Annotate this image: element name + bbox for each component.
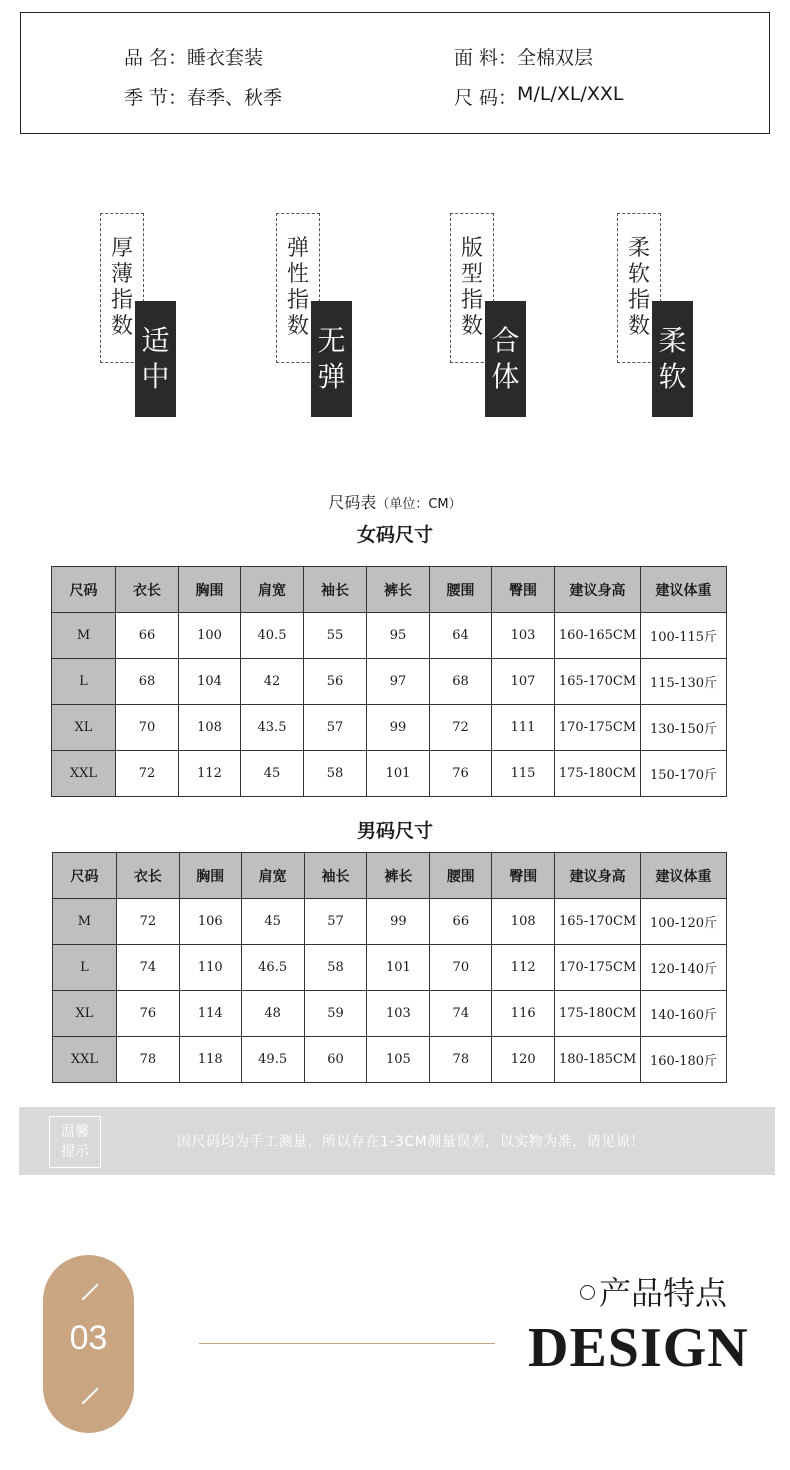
table-cell: 115 [492, 751, 555, 797]
table-cell: 165-170CM [555, 899, 641, 945]
table-cell: 114 [179, 991, 241, 1037]
table-cell: 180-185CM [555, 1037, 641, 1083]
table-cell: 112 [179, 751, 241, 797]
table-cell: 101 [367, 751, 430, 797]
product-info-box [20, 12, 770, 134]
table-header-cell: 尺码 [52, 567, 116, 613]
table-cell: 74 [116, 945, 179, 991]
table-header-cell: 臀围 [492, 567, 555, 613]
index-elasticity [276, 213, 386, 433]
table-cell: 175-180CM [555, 991, 641, 1037]
table-cell: 175-180CM [555, 751, 641, 797]
size-label-cell: XL [53, 991, 117, 1037]
size-label-cell: XXL [52, 751, 116, 797]
table-cell: 101 [367, 945, 430, 991]
tip-badge-line: 温馨 [61, 1124, 89, 1140]
table-cell: 70 [430, 945, 492, 991]
table-cell: 66 [430, 899, 492, 945]
size-chart-unit: （单位：CM） [376, 497, 462, 512]
table-header-cell: 建议身高 [555, 853, 641, 899]
table-cell: 116 [492, 991, 555, 1037]
table-cell: 100-115斤 [641, 613, 727, 659]
table-cell: 120-140斤 [641, 945, 727, 991]
table-cell: 111 [492, 705, 555, 751]
table-cell: 100-120斤 [641, 899, 727, 945]
info-fabric [454, 43, 593, 70]
index-value-char: 合 [491, 324, 520, 357]
info-name-key: 品 名： [124, 47, 188, 69]
table-header-cell: 建议体重 [641, 567, 727, 613]
table-cell: 150-170斤 [641, 751, 727, 797]
index-label-char: 厚 [110, 236, 133, 261]
table-cell: 103 [367, 991, 430, 1037]
table-header-cell: 袖长 [304, 853, 367, 899]
table-cell: 100 [179, 613, 241, 659]
table-cell: 78 [116, 1037, 179, 1083]
table-cell: 45 [241, 751, 304, 797]
table-header-cell: 尺码 [53, 853, 117, 899]
table-header-cell: 胸围 [179, 853, 241, 899]
index-value-char: 软 [658, 360, 687, 393]
tip-badge [49, 1116, 101, 1168]
table-cell: 58 [304, 945, 367, 991]
table-row [53, 1037, 727, 1083]
size-label-cell: XXL [53, 1037, 117, 1083]
index-value-char: 柔 [658, 324, 687, 357]
table-cell: 45 [241, 899, 304, 945]
table-cell: 99 [367, 705, 430, 751]
table-cell: 107 [492, 659, 555, 705]
table-row [53, 991, 727, 1037]
info-size-value: M/L/XL/XXL [517, 83, 624, 105]
index-label-char: 数 [110, 314, 133, 339]
table-row [53, 899, 727, 945]
table-cell: 108 [492, 899, 555, 945]
table-row [52, 705, 727, 751]
divider-line [199, 1343, 495, 1344]
table-cell: 48 [241, 991, 304, 1037]
section-title-cn [580, 1268, 727, 1314]
table-cell: 105 [367, 1037, 430, 1083]
table-cell: 140-160斤 [641, 991, 727, 1037]
table-cell: 58 [304, 751, 367, 797]
table-cell: 95 [367, 613, 430, 659]
table-cell: 120 [492, 1037, 555, 1083]
table-header-cell: 裤长 [367, 567, 430, 613]
index-label-char: 指 [286, 288, 309, 313]
table-cell: 170-175CM [555, 945, 641, 991]
tip-bar [19, 1107, 775, 1175]
index-value-char: 弹 [317, 360, 346, 393]
index-softness [617, 213, 727, 433]
info-season-key: 季 节： [124, 87, 188, 109]
index-label-char: 软 [627, 262, 650, 287]
index-label-char: 指 [460, 288, 483, 313]
table-row [52, 751, 727, 797]
index-label-char: 弹 [286, 236, 309, 261]
table-header-cell: 肩宽 [241, 853, 304, 899]
slash-decoration [82, 1283, 99, 1300]
table-cell: 56 [304, 659, 367, 705]
table-cell: 103 [492, 613, 555, 659]
size-label-cell: L [53, 945, 117, 991]
size-chart-title [0, 490, 790, 513]
table-cell: 112 [492, 945, 555, 991]
index-label-char: 数 [286, 314, 309, 339]
table-cell: 76 [430, 751, 492, 797]
info-size-key: 尺 码： [454, 87, 518, 109]
table-cell: 66 [116, 613, 179, 659]
section-title-en: DESIGN [528, 1317, 749, 1379]
info-season [124, 83, 282, 110]
index-label-char: 数 [460, 314, 483, 339]
table-cell: 118 [179, 1037, 241, 1083]
table-header-row [53, 853, 727, 899]
size-label-cell: XL [52, 705, 116, 751]
index-label-char: 性 [286, 262, 309, 287]
circle-icon [580, 1285, 595, 1300]
table-cell: 43.5 [241, 705, 304, 751]
table-cell: 170-175CM [555, 705, 641, 751]
tip-text: 因尺码均为手工测量，所以存在1-3CM测量误差，以实物为准，请见谅！ [177, 1134, 645, 1150]
index-value-char: 无 [317, 324, 346, 357]
info-name-value: 睡衣套装 [187, 47, 264, 69]
index-value [652, 301, 693, 417]
index-value [135, 301, 176, 417]
men-size-table [52, 852, 727, 1083]
table-header-cell: 裤长 [367, 853, 430, 899]
table-header-cell: 腰围 [430, 853, 492, 899]
section-number: 03 [69, 1319, 108, 1357]
table-header-cell: 胸围 [179, 567, 241, 613]
table-header-cell: 臀围 [492, 853, 555, 899]
women-size-title: 女码尺寸 [356, 524, 433, 546]
size-label-cell: M [53, 899, 117, 945]
tip-badge-line: 提示 [61, 1144, 89, 1160]
size-label-cell: L [52, 659, 116, 705]
table-row [53, 945, 727, 991]
index-value-char: 体 [491, 360, 520, 393]
table-header-cell: 衣长 [116, 853, 179, 899]
index-thickness [100, 213, 210, 433]
info-season-value: 春季、秋季 [187, 87, 283, 109]
table-cell: 70 [116, 705, 179, 751]
table-cell: 55 [304, 613, 367, 659]
table-header-cell: 建议身高 [555, 567, 641, 613]
table-cell: 42 [241, 659, 304, 705]
index-label-char: 型 [460, 262, 483, 287]
index-label-char: 版 [460, 236, 483, 261]
table-row [52, 659, 727, 705]
index-value [485, 301, 526, 417]
index-label-char: 数 [627, 314, 650, 339]
info-fabric-value: 全棉双层 [517, 47, 594, 69]
info-fabric-key: 面 料： [454, 47, 518, 69]
index-value [311, 301, 352, 417]
index-fit [450, 213, 560, 433]
table-cell: 108 [179, 705, 241, 751]
slash-decoration [82, 1387, 99, 1404]
info-size [454, 83, 623, 110]
table-cell: 59 [304, 991, 367, 1037]
index-value-char: 适 [141, 324, 170, 357]
table-cell: 130-150斤 [641, 705, 727, 751]
table-cell: 99 [367, 899, 430, 945]
index-label-char: 柔 [627, 236, 650, 261]
size-label-cell: M [52, 613, 116, 659]
table-header-cell: 袖长 [304, 567, 367, 613]
table-cell: 160-180斤 [641, 1037, 727, 1083]
table-header-row [52, 567, 727, 613]
table-cell: 49.5 [241, 1037, 304, 1083]
table-cell: 72 [430, 705, 492, 751]
table-cell: 74 [430, 991, 492, 1037]
table-row [52, 613, 727, 659]
table-cell: 76 [116, 991, 179, 1037]
table-cell: 68 [116, 659, 179, 705]
table-cell: 110 [179, 945, 241, 991]
section-number-badge [43, 1255, 134, 1433]
index-label-char: 薄 [110, 262, 133, 287]
table-cell: 115-130斤 [641, 659, 727, 705]
section-title-cn-text: 产品特点 [599, 1274, 728, 1312]
table-header-cell: 肩宽 [241, 567, 304, 613]
index-label-char: 指 [110, 288, 133, 313]
table-cell: 40.5 [241, 613, 304, 659]
table-cell: 64 [430, 613, 492, 659]
table-cell: 57 [304, 899, 367, 945]
table-cell: 106 [179, 899, 241, 945]
table-cell: 160-165CM [555, 613, 641, 659]
table-cell: 60 [304, 1037, 367, 1083]
table-cell: 72 [116, 751, 179, 797]
table-cell: 165-170CM [555, 659, 641, 705]
size-chart-title-text: 尺码表 [328, 493, 377, 512]
table-cell: 57 [304, 705, 367, 751]
women-size-table [51, 566, 727, 797]
index-label-char: 指 [627, 288, 650, 313]
table-cell: 97 [367, 659, 430, 705]
table-header-cell: 衣长 [116, 567, 179, 613]
table-cell: 104 [179, 659, 241, 705]
info-name [124, 43, 263, 70]
table-cell: 72 [116, 899, 179, 945]
index-value-char: 中 [141, 360, 170, 393]
table-cell: 68 [430, 659, 492, 705]
table-header-cell: 腰围 [430, 567, 492, 613]
table-header-cell: 建议体重 [641, 853, 727, 899]
men-size-title: 男码尺寸 [356, 820, 433, 842]
table-cell: 46.5 [241, 945, 304, 991]
table-cell: 78 [430, 1037, 492, 1083]
